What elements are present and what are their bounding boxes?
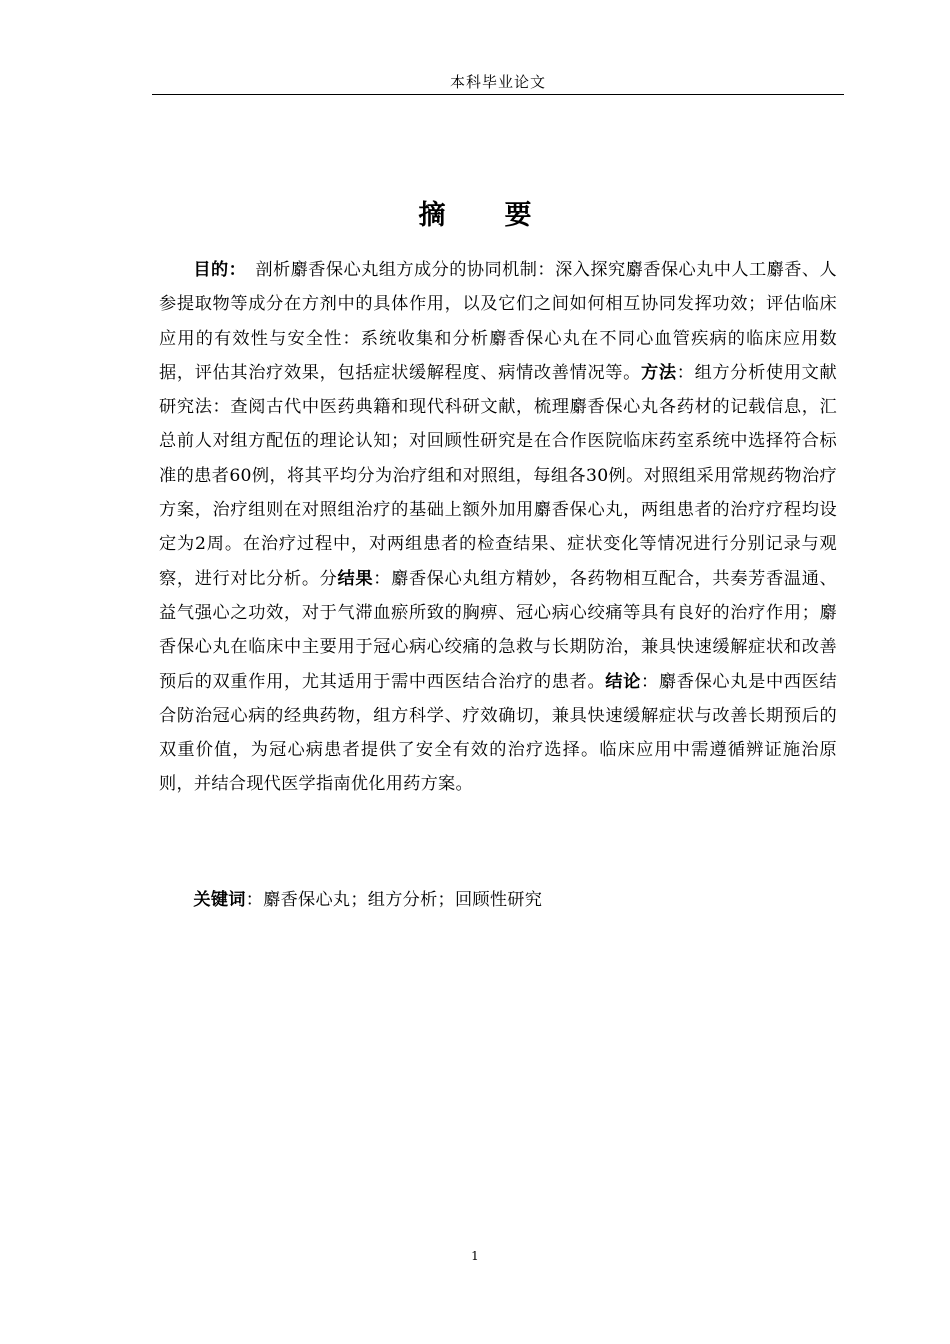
keywords-label: 关键词 [193,890,246,910]
objective-label: 目的： [193,260,238,280]
conclusion-label: 结论 [605,671,642,692]
keywords-paragraph [159,883,837,917]
method-text: ：组方分析使用文献研究法：查阅古代中医药典籍和现代科研文献，梳理麝香保心丸各药材的记载信息，汇总前人对组方配伍的理论认知；对回顾性研究是在合作医院临床药室系统中选择符合标准的患者60例，将其平均分为治疗组和对照组，每组各30例。对照组采用常规药物治疗方案，治疗组则在对照组治疗的基础上额外加用麝香保心丸，两组患者的治疗疗程均设定为2周。在治疗过程中，对两组患者的检查结果、症状变化等情况进行分别记录与观察，进行对比分析。分 [159,362,837,589]
page-header [152,73,844,95]
page-number: 1 [471,1249,479,1263]
abstract-paragraph [159,253,837,802]
abstract-title: 摘 要 [418,200,548,232]
result-text: ：麝香保心丸组方精妙，各药物相互配合，共奏芳香温通、益气强心之功效，对于气滞血瘀所致的胸痹、冠心病心绞痛等具有良好的治疗作用；麝香保心丸在临床中主要用于冠心病心绞痛的急救与长期防治，兼具快速缓解症状和改善预后的双重作用，尤其适用于需中西医结合治疗的患者。 [159,568,837,692]
result-label: 结果 [337,568,374,589]
method-label: 方法 [641,362,677,383]
header-text: 本科毕业论文 [449,73,546,91]
conclusion-text: ：麝香保心丸是中西医结合防治冠心病的经典药物，组方科学、疗效确切，兼具快速缓解症状与改善长期预后的双重价值，为冠心病患者提供了安全有效的治疗选择。临床应用中需遵循辨证施治原则，并结合现代医学指南优化用药方案。 [159,671,837,795]
objective-text: 剖析麝香保心丸组方成分的协同机制：深入探究麝香保心丸中人工麝香、人参提取物等成分在方剂中的具体作用，以及它们之间如何相互协同发挥功效；评估临床应用的有效性与安全性：系统收集和分析麝香保心丸在不同心血管疾病的临床应用数据，评估其治疗效果，包括症状缓解程度、病情改善情况等。 [159,260,837,383]
keywords-text: ：麝香保心丸；组方分析；回顾性研究 [245,890,543,910]
